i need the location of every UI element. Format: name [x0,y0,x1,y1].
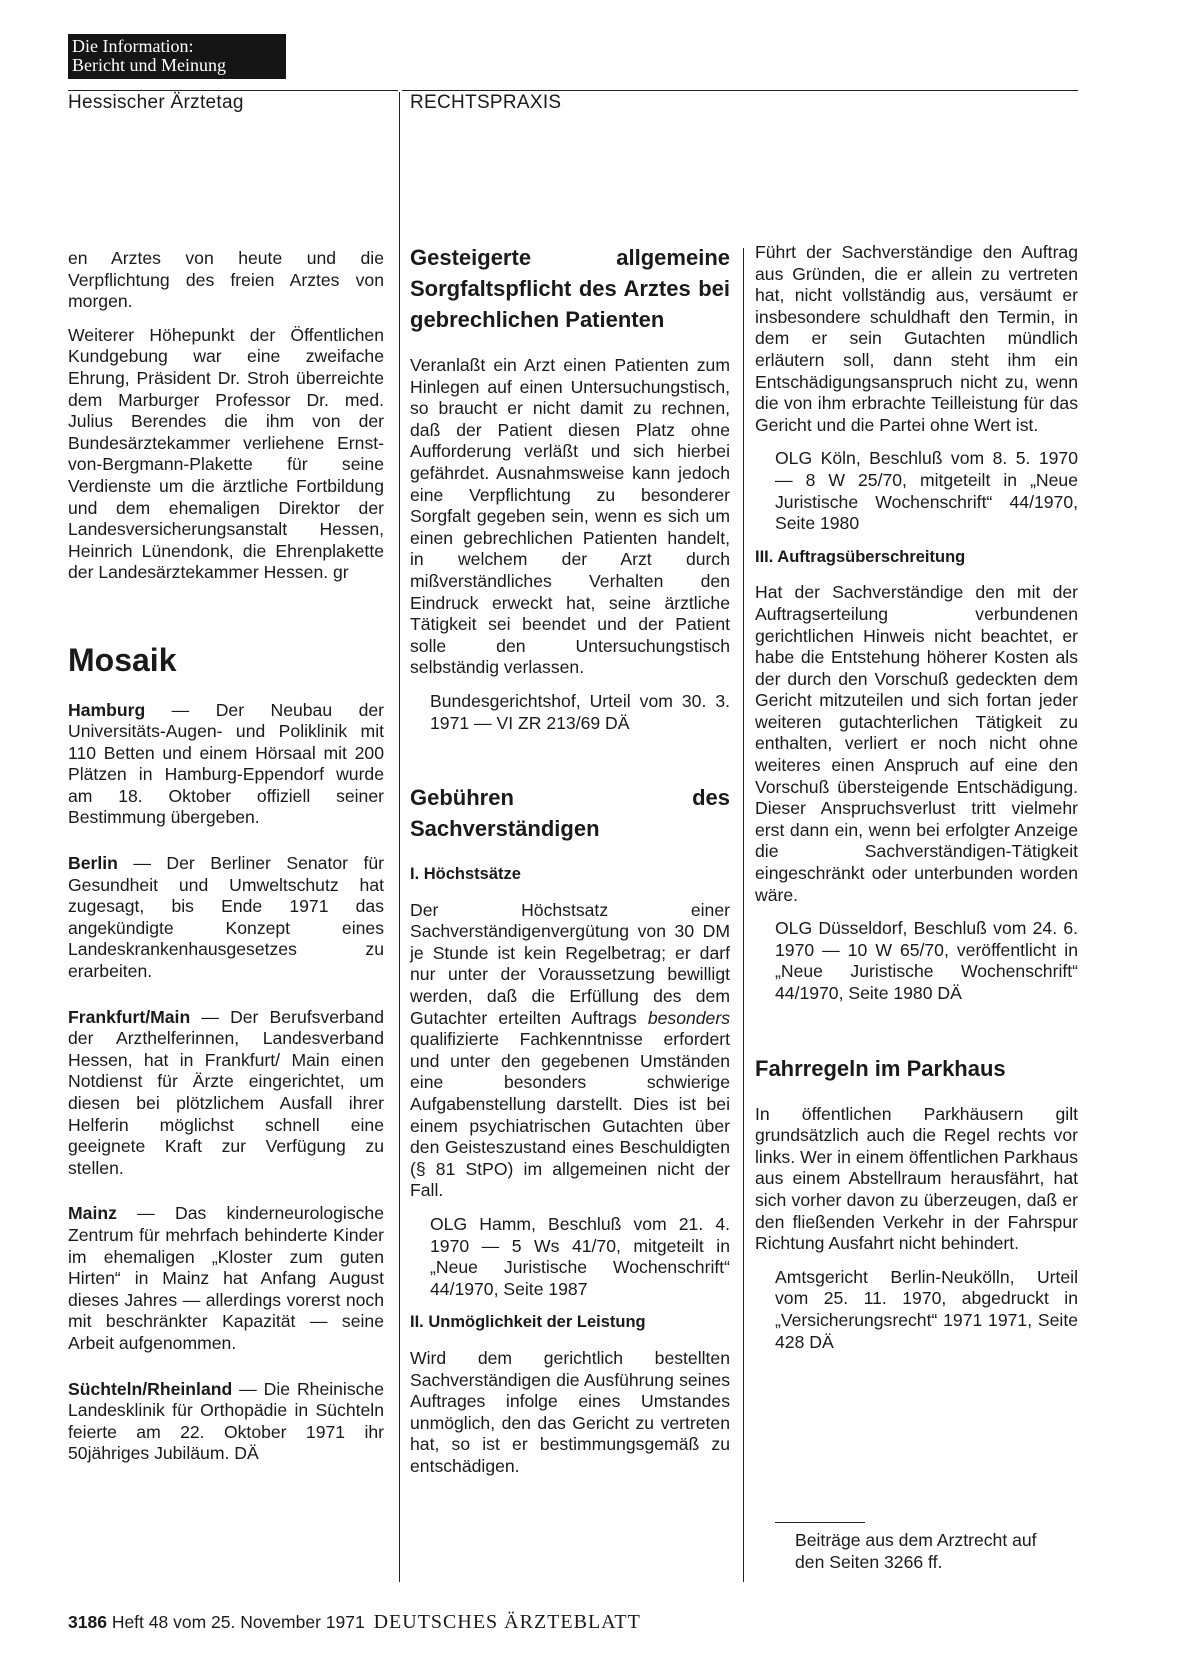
news-text: — Der Berliner Senator für Gesundheit und Umweltschutz hat zugesagt, bis Ende 1971 das angekündigte Konzept eines Landeskrankenhausgesetzes zu erarbeiten. [68,853,384,982]
footnote: Beiträge aus dem Arztrecht auf den Seiten 3266 ff. [795,1530,1037,1572]
badge-line-2: Bericht und Meinung [72,55,226,75]
header-rule-left [68,90,398,91]
text-run: qualifizierte Fachkenntnisse erfordert und unter den gegebenen Umständen eine besonders schwierige Aufgabenstellung darstellt. Dies ist bei einem psychiatrischen Gutachten über den Geisteszustand eines Beschuldigten (§ 81 StPO) im allgemeinen nicht der Fall. [410,1029,730,1201]
subheading: I. Höchstsätze [410,865,521,884]
news-text: — Das kinderneurologische Zentrum für mehrfach behinderte Kinder im ehemaligen „Kloster zum guten Hirten“ in Mainz hat Anfang August dieses Jahres — allerdings vorerst noch mit beschränkter Kapazität — seine Arbeit aufgenommen. [68,1203,384,1353]
mosaik-heading: Mosaik [68,641,177,678]
news-item [68,1379,384,1465]
news-city: Hamburg [68,699,146,720]
citation: Bundesgerichtshof, Urteil vom 30. 3. 1971 — VI ZR 213/69 DÄ [430,690,730,733]
news-city: Berlin [68,853,118,874]
subheading: II. Unmöglichkeit der Leistung [410,1313,646,1332]
masthead: DEUTSCHES ÄRZTEBLATT [373,1611,641,1633]
news-text: — Der Neubau der Universitäts-Augen- und Poliklinik mit 110 Betten und einem Hörsaal mit 200 Plätzen in Hamburg-Eppendorf wurde am 18. Oktober offiziell seiner Bestimmung übergeben. [68,699,384,828]
citation: OLG Düsseldorf, Beschluß vom 24. 6. 1970 — 10 W 65/70, veröffentlicht in „Neue Juristische Wochenschrift“ 44/1970, Seite 1980 DÄ [775,918,1078,1003]
footnote-rule [775,1522,865,1523]
news-city: Süchteln/Rheinland [68,1378,233,1399]
news-text: — Die Rheinische Landesklinik für Orthopädie in Süchteln feierte am 22. Oktober 1971 ihr 50jähriges Jubiläum. DÄ [68,1378,384,1464]
badge-line-1: Die Information: [72,36,194,56]
citation: Amtsgericht Berlin-Neukölln, Urteil vom 25. 11. 1970, abgedruckt in „Versicherungsrecht“ 1971 1971, Seite 428 DÄ [775,1266,1078,1352]
news-city: Frankfurt/Main [68,1006,191,1027]
citation: OLG Hamm, Beschluß vom 21. 4. 1970 — 5 Ws 41/70, mitgeteilt in „Neue Juristische Wochenschrift“ 44/1970, Seite 1987 [430,1214,730,1299]
header-section-right: RECHTSPRAXIS [410,92,562,113]
section-badge [68,34,286,79]
article-title: Fahrregeln im Parkhaus [755,1055,1006,1081]
paragraph [410,900,730,1202]
header-rule-right [402,90,1078,91]
news-item [68,1203,384,1354]
paragraph: Hat der Sachverständige den mit der Auftragserteilung verbundenen gerichtlichen Hinweis nicht beachtet, er habe die Entstehung höherer Kosten als der durch den Vorschuß gedeckten dem Gericht mitzuteilen und sich fortan jeder weiteren gutachterlichen Tätigkeit zu enthalten, verliert er noch nicht ohne weiteres einen Anspruch auf eine den Vorschuß übersteigende Entschädigung. Dieser Anspruchsverlust tritt vielmehr erst dann ein, wenn bei erfolgter Anzeige die Sachverständigen-Tätigkeit eingeschränkt oder unterbunden worden wäre. [755,582,1078,905]
citation: OLG Köln, Beschluß vom 8. 5. 1970 — 8 W 25/70, mitgeteilt in „Neue Juristische Wochenschrift“ 44/1970, Seite 1980 [775,448,1078,534]
issue-info: Heft 48 vom 25. November 1971 [111,1612,365,1632]
news-text: — Der Berufsverband der Arzthelferinnen, Landesverband Hessen, hat in Frankfurt/ Main einen Notdienst für Ärzte eingerichtet, um diesen bei plötzlichem Ausfall ihrer Helferin möglichst schnell eine geeignete Kraft zur Verfügung zu stellen. [68,1006,384,1178]
article-title: Gebühren des Sachverständigen [410,785,730,842]
text-run: Der Höchstsatz einer Sachverständigenvergütung von 30 DM je Stunde ist kein Regelbetrag; er darf nur unter der Voraussetzung bewilligt werden, daß die Erfüllung des dem Gutachter erteilten Auftrags [410,899,730,1028]
column-rule-2 [743,248,744,1582]
paragraph: Führt der Sachverständige den Auftrag aus Gründen, die er allein zu vertreten hat, nicht vollständig aus, versäumt er insbesondere schuldhaft den Termin, in dem er sein Gutachten mündlich erläutern soll, dann steht ihm ein Entschädigungsanspruch nicht zu, wenn die von ihm erbrachte Teilleistung für das Gericht und die Partei ohne Wert ist. [755,242,1078,435]
news-city: Mainz [68,1203,117,1224]
article-title: Gesteigerte allgemeine Sorgfaltspflicht des Arztes bei gebrechlichen Patienten [410,245,730,332]
column-1 [68,248,384,1477]
header-section-left: Hessischer Ärztetag [68,92,244,113]
page-number: 3186 [68,1612,107,1632]
paragraph: en Arztes von heute und die Verpflichtung des freien Arztes von morgen. [68,248,384,312]
news-item [68,1007,384,1180]
paragraph: In öffentlichen Parkhäusern gilt grundsätzlich auch die Regel rechts vor links. Wer in einem öffentlichen Parkhaus aus einem Abstellraum herausfährt, hat sich vorher davon zu überzeugen, daß er den fließenden Verkehr in der Fahrspur Richtung Ausfahrt nicht behindert. [755,1103,1078,1254]
page-footer [68,1611,641,1634]
emphasis: besonders [647,1007,730,1028]
column-2 [410,242,730,1490]
paragraph: Weiterer Höhepunkt der Öffentlichen Kundgebung war eine zweifache Ehrung, Präsident Dr. Stroh überreichte dem Marburger Professor Dr. med. Julius Berendes die ihm von der Bundesärztekammer verliehene Ernst-von-Bergmann-Plakette für seine Verdienste um die ärztliche Fortbildung und dem ehemaligen Direktor der Landesversicherungsanstalt Hessen, Heinrich Lünendonk, die Ehrenplakette der Landesärztekammer Hessen. gr [68,324,384,583]
paragraph: Wird dem gerichtlich bestellten Sachverständigen die Ausführung seines Auftrages infolge eines Umstandes unmöglich, den das Gericht zu vertreten hat, so ist er bestimmungsgemäß zu entschädigen. [410,1347,730,1476]
column-3 [755,242,1078,1365]
news-item [68,853,384,983]
column-rule-1 [399,92,400,1582]
subheading: III. Auftragsüberschreitung [755,547,966,566]
paragraph: Veranlaßt ein Arzt einen Patienten zum Hinlegen auf einen Untersuchungstisch, so braucht er nicht damit zu rechnen, daß der Patient diesen Platz ohne Aufforderung verläßt und sich hierbei gefährdet. Ausnahmsweise kann jedoch eine Verpflichtung zu besonderer Sorgfalt gegeben sein, wenn es sich um einen gebrechlichen Patienten handelt, in welchem der Arzt durch mißverständliches Verhalten den Eindruck erweckt hat, seine ärztliche Tätigkeit sei beendet und der Patient solle den Untersuchungstisch selbständig verlassen. [410,355,730,678]
news-item [68,700,384,830]
